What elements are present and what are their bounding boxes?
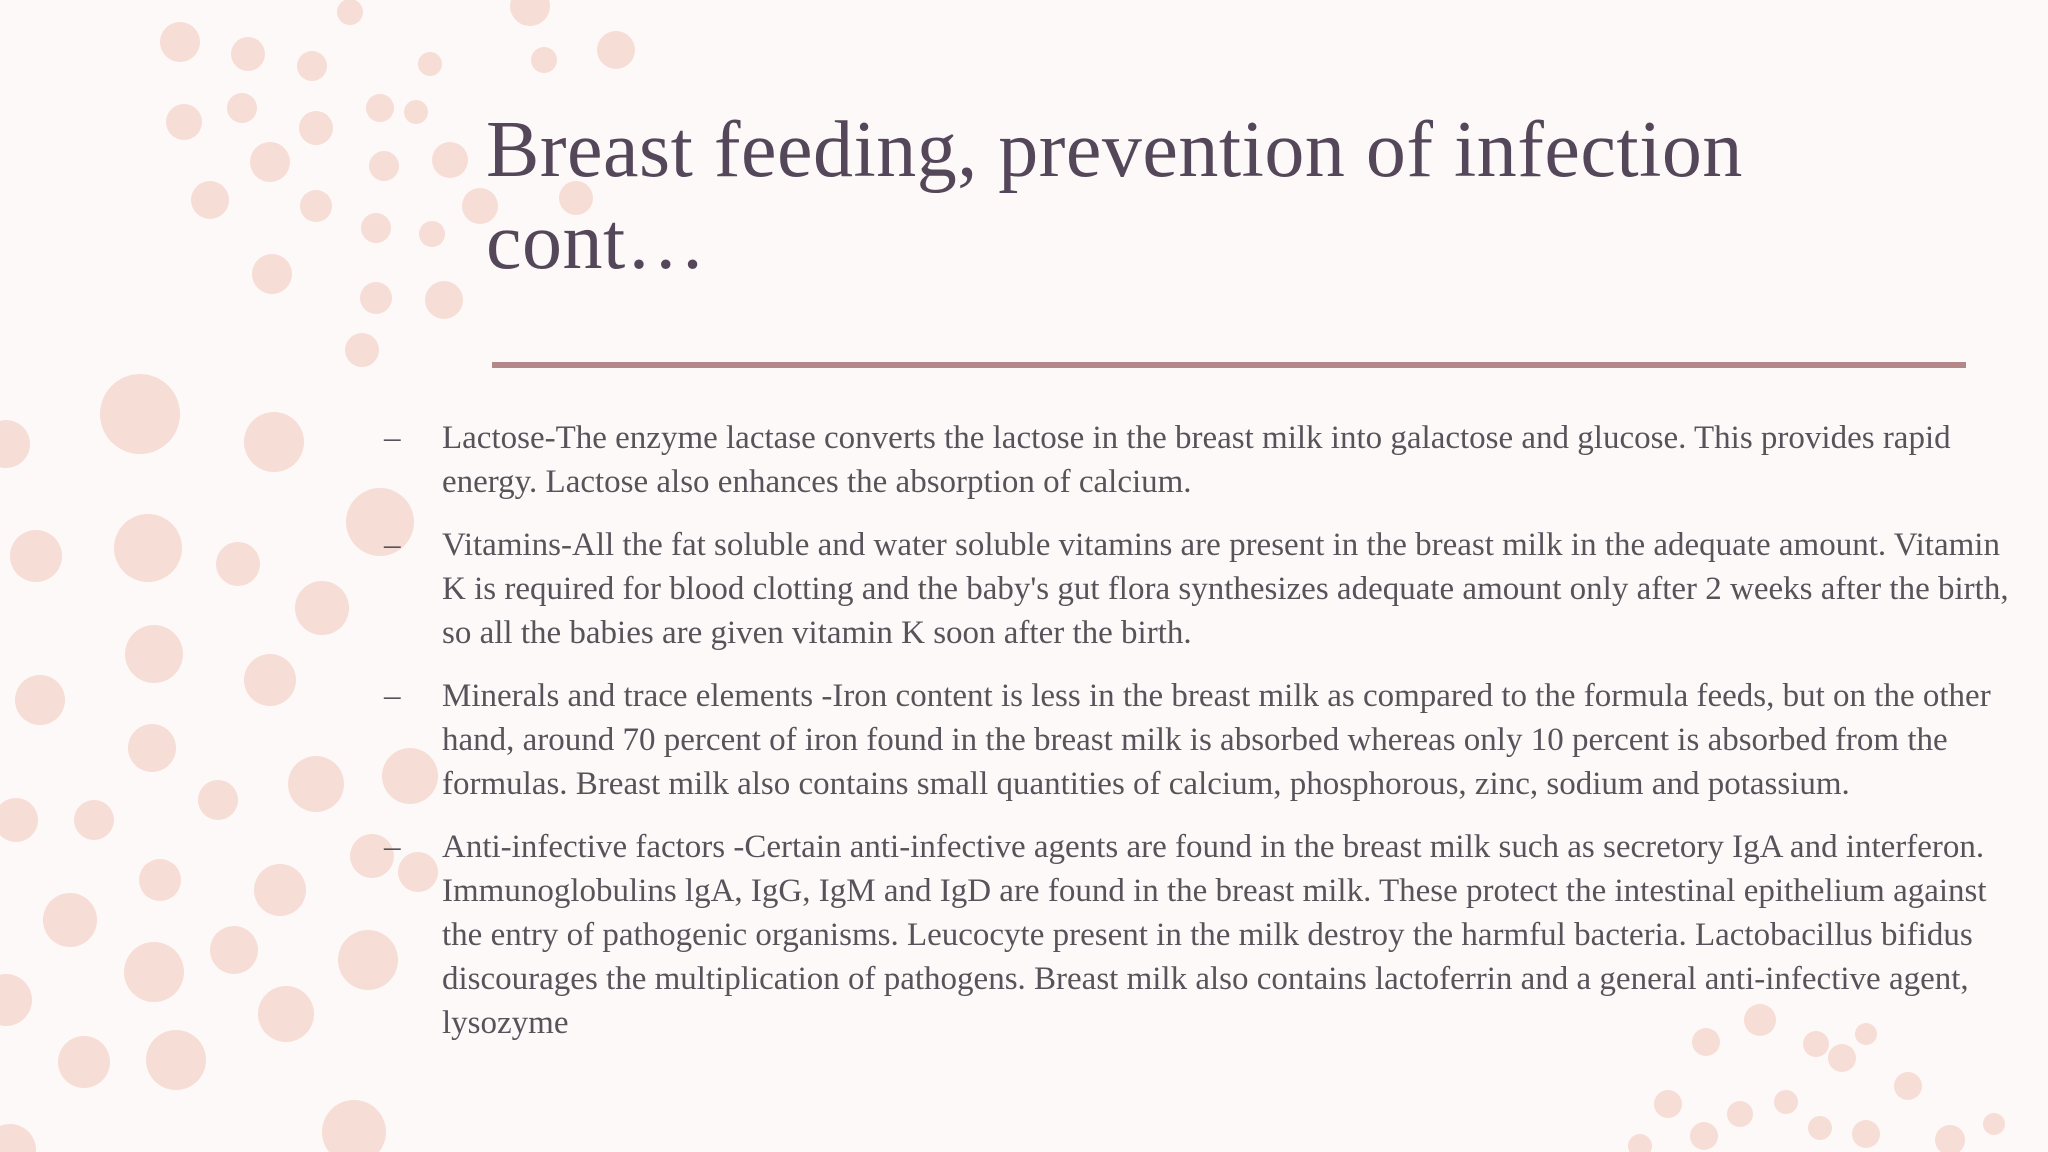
bullet-dash: – — [384, 829, 401, 865]
bullet-text: Anti-infective factors -Certain anti-infective agents are found in the breast milk such as secretory IgA and interferon. Immunoglobulins lgA, IgG, IgM and IgD are found in the breast milk. These protect the intestinal epithelium against the entry of pathogenic organisms. Leucocyte present in the milk destroy the harmful bacteria. Lactobacillus bifidus discourages the multiplication of pathogens. Breast milk also contains lactoferrin and a general anti-infective agent, lysozyme — [442, 829, 1987, 1041]
bullet-item-lactose — [384, 416, 2024, 504]
bullet-item-minerals — [384, 674, 2024, 806]
bullet-dash: – — [384, 678, 401, 714]
title-divider — [492, 362, 1966, 368]
bullet-text: Vitamins-All the fat soluble and water soluble vitamins are present in the breast milk in the adequate amount. Vitamin K is required for blood clotting and the baby's gut flora synthesizes adequate amount only after 2 weeks after the birth, so all the babies are given vitamin K soon after the birth. — [442, 527, 2009, 651]
bullet-text: Minerals and trace elements -Iron content is less in the breast milk as compared to the formula feeds, but on the other hand, around 70 percent of iron found in the breast milk is absorbed whereas only 10 percent is absorbed from the formulas. Breast milk also contains small quantities of calcium, phosphorous, zinc, sodium and potassium. — [442, 678, 1991, 802]
bullet-list — [384, 416, 2024, 1064]
bullet-dash: – — [384, 420, 401, 456]
slide-title: Breast feeding, prevention of infection cont… — [486, 106, 1743, 286]
bullet-dash: – — [384, 527, 401, 563]
bullet-text: Lactose-The enzyme lactase converts the lactose in the breast milk into galactose and glucose. This provides rapid energy. Lactose also enhances the absorption of calcium. — [442, 420, 1951, 500]
bullet-item-vitamins — [384, 523, 2024, 655]
bullet-item-anti-infective — [384, 825, 2024, 1045]
